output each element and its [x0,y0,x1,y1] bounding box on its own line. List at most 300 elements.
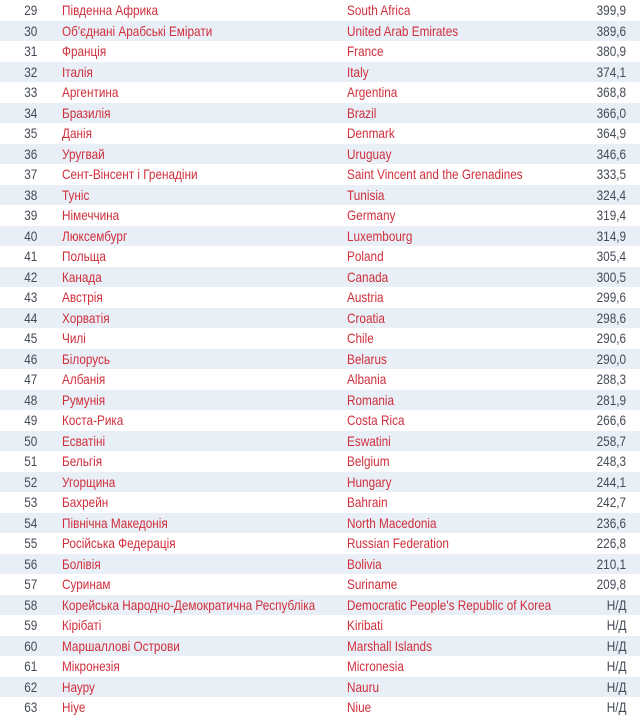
value-cell-text: 319,4 [596,207,626,223]
rank-cell [0,308,62,329]
value-cell [587,533,640,554]
rank-cell-text: 29 [24,2,38,18]
country-name-ua-cell [62,185,347,206]
rank-cell [0,677,62,698]
rank-cell [0,615,62,636]
country-name-en-cell [347,410,587,431]
country-name-ua-cell-text: Чилі [62,330,86,346]
country-name-en-cell-text: Germany [347,207,396,223]
country-name-ua-cell-text: Маршаллові Острови [62,637,180,654]
country-name-ua-cell-text: Північна Македонія [62,514,168,531]
country-name-ua-cell [62,513,347,534]
table-row [0,574,640,595]
rank-cell [0,554,62,575]
country-name-ua-cell [62,164,347,185]
value-cell [587,492,640,513]
value-cell [587,513,640,534]
rank-cell-text: 39 [24,207,38,223]
value-cell-text: 210,1 [596,555,626,572]
country-name-ua-cell-text: Білорусь [62,350,111,367]
country-name-en-cell-text: Croatia [347,309,385,326]
country-name-ua-cell-text: Ніуе [62,699,86,715]
table-row [0,656,640,677]
country-name-ua-cell [62,451,347,472]
rank-cell [0,82,62,103]
country-name-ua-cell-text: Румунія [62,391,106,408]
country-name-en-cell-text: Belarus [347,350,387,367]
rank-cell-text: 62 [24,678,38,695]
country-name-ua-cell-text: Уругвай [62,145,105,162]
country-name-ua-cell [62,328,347,349]
rank-cell [0,574,62,595]
country-name-ua-cell-text: Люксембург [62,227,128,244]
rank-cell-text: 34 [24,104,38,121]
country-name-ua-cell [62,103,347,124]
country-name-en-cell [347,205,587,226]
value-cell-text: 242,7 [596,494,626,510]
rank-cell [0,41,62,62]
rank-cell [0,595,62,616]
country-name-en-cell [347,287,587,308]
rank-cell-text: 58 [24,596,38,613]
value-cell-text: 346,6 [596,145,626,162]
rank-cell-text: 50 [24,432,38,449]
rank-cell-text: 60 [24,637,38,654]
value-cell [587,62,640,83]
value-cell [587,144,640,165]
country-name-ua-cell [62,21,347,42]
country-name-en-cell [347,267,587,288]
rank-cell-text: 61 [24,658,38,674]
rank-cell-text: 51 [24,453,38,469]
country-name-en-cell [347,369,587,390]
value-cell-text: Н/Д [606,617,626,633]
value-cell [587,287,640,308]
country-name-ua-cell-text: Італія [62,63,93,80]
rank-cell-text: 31 [24,43,38,59]
value-cell-text: 266,6 [596,412,626,428]
value-cell [587,123,640,144]
country-name-ua-cell-text: Корейська Народно-Демократична Республіка [62,596,316,613]
country-name-ua-cell [62,697,347,718]
country-name-en-cell [347,21,587,42]
table-row [0,123,640,144]
table-row [0,390,640,411]
country-name-en-cell-text: Bahrain [347,494,388,510]
value-cell-text: 209,8 [596,576,626,592]
table-row [0,0,640,21]
country-name-en-cell [347,41,587,62]
value-cell [587,0,640,21]
rank-cell-text: 36 [24,145,38,162]
value-cell [587,164,640,185]
country-name-ua-cell [62,574,347,595]
country-name-ua-cell-text: Коста-Рика [62,412,124,428]
country-name-en-cell-text: North Macedonia [347,514,437,531]
value-cell [587,328,640,349]
table-row [0,103,640,124]
rank-cell-text: 42 [24,268,38,285]
rank-cell [0,287,62,308]
country-name-en-cell-text: Austria [347,289,384,305]
country-name-ua-cell [62,267,347,288]
country-name-ua-cell-text: Туніс [62,186,90,203]
rank-cell [0,636,62,657]
value-cell [587,574,640,595]
country-name-en-cell [347,62,587,83]
table-row [0,205,640,226]
rank-cell-text: 40 [24,227,38,244]
country-name-en-cell [347,308,587,329]
country-name-ua-cell [62,615,347,636]
value-cell-text: Н/Д [606,678,626,695]
country-name-en-cell [347,0,587,21]
value-cell [587,349,640,370]
value-cell-text: 290,6 [596,330,626,346]
country-name-ua-cell [62,410,347,431]
value-cell [587,82,640,103]
country-name-ua-cell-text: Південна Африка [62,2,159,18]
value-cell [587,554,640,575]
rank-cell-text: 63 [24,699,38,715]
rank-cell [0,62,62,83]
table-row [0,513,640,534]
value-cell [587,185,640,206]
rank-cell-text: 55 [24,535,38,551]
country-name-ua-cell [62,246,347,267]
value-cell-text: 236,6 [596,514,626,531]
value-cell [587,431,640,452]
rank-cell-text: 57 [24,576,38,592]
country-name-ua-cell-text: Канада [62,268,102,285]
value-cell [587,103,640,124]
country-name-en-cell-text: Argentina [347,84,398,100]
country-name-ua-cell-text: Кірібаті [62,617,102,633]
country-name-ua-cell [62,595,347,616]
rank-cell [0,205,62,226]
country-name-ua-cell [62,205,347,226]
value-cell [587,205,640,226]
country-name-ua-cell-text: Угорщина [62,473,116,490]
value-cell [587,677,640,698]
country-name-en-cell-text: Poland [347,248,384,264]
rank-cell-text: 41 [24,248,38,264]
rank-cell-text: 52 [24,473,38,490]
table-row [0,21,640,42]
value-cell-text: 389,6 [596,22,626,39]
value-cell [587,369,640,390]
country-name-ua-cell [62,369,347,390]
rank-cell [0,656,62,677]
country-name-ua-cell [62,308,347,329]
country-name-en-cell [347,123,587,144]
table-row [0,554,640,575]
rank-cell [0,123,62,144]
value-cell-text: 258,7 [596,432,626,449]
value-cell [587,656,640,677]
table-row [0,287,640,308]
rank-cell-text: 53 [24,494,38,510]
country-name-ua-cell-text: Данія [62,125,92,141]
value-cell-text: Н/Д [606,658,626,674]
rank-cell-text: 49 [24,412,38,428]
value-cell-text: 399,9 [596,2,626,18]
value-cell-text: Н/Д [606,699,626,715]
rank-cell [0,21,62,42]
table-row [0,677,640,698]
rank-cell [0,349,62,370]
country-name-en-cell [347,349,587,370]
table-row [0,226,640,247]
table-row [0,144,640,165]
country-name-en-cell-text: Italy [347,63,369,80]
value-cell-text: 333,5 [596,166,626,182]
value-cell [587,21,640,42]
rank-cell-text: 37 [24,166,38,182]
rank-cell [0,246,62,267]
country-name-ua-cell [62,656,347,677]
table-row [0,595,640,616]
value-cell [587,451,640,472]
country-name-en-cell-text: Albania [347,371,387,387]
value-cell-text: 368,8 [596,84,626,100]
country-name-en-cell [347,677,587,698]
country-name-en-cell-text: Denmark [347,125,395,141]
country-name-ua-cell-text: Сент-Вінсент і Гренадіни [62,166,198,182]
value-cell-text: 366,0 [596,104,626,121]
rank-cell [0,697,62,718]
country-name-en-cell-text: Eswatini [347,432,391,449]
rank-cell-text: 32 [24,63,38,80]
country-name-en-cell-text: Suriname [347,576,398,592]
rank-cell [0,185,62,206]
country-name-ua-cell [62,349,347,370]
value-cell-text: 314,9 [596,227,626,244]
rank-cell-text: 56 [24,555,38,572]
rank-cell [0,472,62,493]
value-cell [587,308,640,329]
table-row [0,62,640,83]
country-name-en-cell [347,472,587,493]
table-row [0,267,640,288]
value-cell-text: 300,5 [596,268,626,285]
country-name-ua-cell-text: Болівія [62,555,101,572]
country-name-en-cell [347,574,587,595]
rank-cell-text: 38 [24,186,38,203]
country-name-en-cell [347,82,587,103]
value-cell-text: 324,4 [596,186,626,203]
country-name-en-cell [347,103,587,124]
country-name-en-cell-text: Niue [347,699,372,715]
country-name-en-cell [347,144,587,165]
country-name-ua-cell [62,677,347,698]
country-name-en-cell [347,595,587,616]
country-name-ua-cell [62,226,347,247]
country-name-en-cell-text: Costa Rica [347,412,405,428]
country-name-en-cell [347,164,587,185]
country-name-en-cell [347,431,587,452]
rank-cell [0,103,62,124]
value-cell-text: 374,1 [596,63,626,80]
country-name-en-cell-text: Luxembourg [347,227,413,244]
value-cell-text: Н/Д [606,596,626,613]
country-name-en-cell-text: Romania [347,391,395,408]
rank-cell [0,164,62,185]
value-cell [587,615,640,636]
country-name-en-cell-text: Hungary [347,473,392,490]
rank-cell-text: 33 [24,84,38,100]
table-row [0,492,640,513]
country-name-ua-cell [62,431,347,452]
country-name-ua-cell-text: Албанія [62,371,106,387]
country-name-ua-cell-text: Есватіні [62,432,106,449]
table-row [0,164,640,185]
country-name-en-cell [347,656,587,677]
country-name-ua-cell-text: Хорватія [62,309,110,326]
value-cell [587,267,640,288]
rank-cell [0,328,62,349]
value-cell [587,390,640,411]
table-row [0,472,640,493]
table-row [0,431,640,452]
country-name-en-cell [347,533,587,554]
country-name-en-cell [347,615,587,636]
value-cell-text: 380,9 [596,43,626,59]
country-name-ua-cell-text: Бразилія [62,104,111,121]
value-cell [587,697,640,718]
rank-cell [0,431,62,452]
country-name-en-cell-text: Brazil [347,104,377,121]
value-cell [587,410,640,431]
table-row [0,82,640,103]
country-name-ua-cell-text: Німеччина [62,207,120,223]
rank-cell [0,513,62,534]
rank-cell [0,226,62,247]
country-name-en-cell-text: Kiribati [347,617,383,633]
value-cell-text: 248,3 [596,453,626,469]
country-name-en-cell [347,697,587,718]
rank-cell [0,533,62,554]
value-cell-text: 244,1 [596,473,626,490]
country-name-ua-cell [62,62,347,83]
value-cell [587,636,640,657]
rank-cell-text: 46 [24,350,38,367]
rank-cell-text: 45 [24,330,38,346]
country-name-en-cell-text: United Arab Emirates [347,22,459,39]
table-row [0,349,640,370]
value-cell-text: 364,9 [596,125,626,141]
rank-cell-text: 54 [24,514,38,531]
country-name-en-cell-text: Saint Vincent and the Grenadines [347,166,523,182]
rank-cell-text: 48 [24,391,38,408]
country-name-ua-cell-text: Науру [62,678,95,695]
country-name-en-cell-text: Bolivia [347,555,382,572]
country-name-en-cell-text: Uruguay [347,145,392,162]
rank-cell [0,369,62,390]
country-name-en-cell-text: South Africa [347,2,411,18]
country-name-en-cell [347,226,587,247]
rank-cell-text: 35 [24,125,38,141]
rank-cell [0,267,62,288]
rank-cell [0,451,62,472]
table-row [0,328,640,349]
country-name-ua-cell [62,390,347,411]
country-name-ua-cell [62,0,347,21]
country-name-en-cell [347,513,587,534]
table-row [0,533,640,554]
country-name-en-cell [347,246,587,267]
rank-cell-text: 43 [24,289,38,305]
country-name-ua-cell [62,287,347,308]
country-name-ua-cell [62,533,347,554]
country-name-en-cell [347,492,587,513]
value-cell [587,246,640,267]
value-cell-text: 288,3 [596,371,626,387]
table-row [0,246,640,267]
table-row [0,451,640,472]
rank-cell [0,0,62,21]
value-cell [587,226,640,247]
value-cell-text: 290,0 [596,350,626,367]
country-name-en-cell-text: Belgium [347,453,390,469]
country-name-en-cell-text: Tunisia [347,186,385,203]
country-name-ua-cell [62,123,347,144]
country-name-en-cell-text: Nauru [347,678,380,695]
country-name-en-cell-text: Russian Federation [347,535,449,551]
country-name-en-cell-text: Democratic People's Republic of Korea [347,596,552,613]
rank-cell-text: 59 [24,617,38,633]
value-cell [587,41,640,62]
country-name-en-cell [347,185,587,206]
country-name-ua-cell [62,554,347,575]
table-row [0,41,640,62]
country-name-en-cell [347,636,587,657]
country-name-en-cell-text: Micronesia [347,658,404,674]
value-cell [587,472,640,493]
country-name-en-cell-text: Marshall Islands [347,637,432,654]
table-row [0,615,640,636]
country-name-ua-cell [62,492,347,513]
value-cell-text: 298,6 [596,309,626,326]
rank-cell [0,144,62,165]
value-cell [587,595,640,616]
rank-cell-text: 47 [24,371,38,387]
country-name-ua-cell-text: Російська Федерація [62,535,176,551]
country-name-ua-cell-text: Об'єднані Арабські Емірати [62,22,213,39]
country-name-ua-cell-text: Франція [62,43,107,59]
country-name-ua-cell-text: Мікронезія [62,658,120,674]
rank-cell [0,492,62,513]
country-name-ua-cell [62,82,347,103]
table-row [0,185,640,206]
rank-cell [0,410,62,431]
value-cell-text: Н/Д [606,637,626,654]
rank-cell [0,390,62,411]
country-name-ua-cell [62,636,347,657]
country-name-ua-cell-text: Бахрейн [62,494,109,510]
table-row [0,369,640,390]
rank-cell-text: 30 [24,22,38,39]
value-cell-text: 305,4 [596,248,626,264]
table-row [0,308,640,329]
country-name-ua-cell-text: Суринам [62,576,111,592]
country-name-en-cell-text: France [347,43,384,59]
country-name-ua-cell [62,472,347,493]
country-name-en-cell [347,390,587,411]
country-name-en-cell [347,328,587,349]
value-cell-text: 281,9 [596,391,626,408]
country-name-ua-cell [62,41,347,62]
